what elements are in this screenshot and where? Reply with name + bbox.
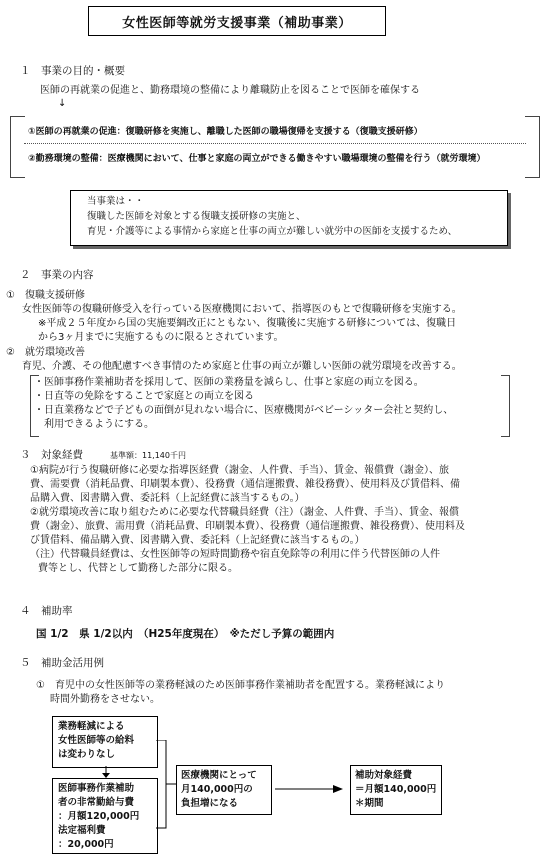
section-4-heading: ４ 補助率: [20, 605, 73, 617]
bracket-connector: [156, 740, 178, 830]
burden-box: [176, 765, 272, 815]
box-line: 女性医師等の給料: [58, 735, 135, 746]
box-line: ：月額120,000円: [58, 811, 140, 822]
text-line: 女性医師等の復職研修受入を行っている医療機関において、指導医のもとで復職研修を実施する。: [22, 304, 462, 315]
bullet-item: 利用できるようにする。: [34, 419, 154, 430]
section-5-heading: ５ 補助金活用例: [20, 657, 104, 669]
note-line: 復職した医師を対象とする復職支援研修の実施と、: [87, 211, 306, 222]
text-line: （注）代替職員経費は、女性医師等の短時間勤務や宿直免除等の利用に伴う代替医師の人件: [30, 549, 440, 560]
bullet-item: ・医師事務作業補助者を採用して、医師の業務量を減らし、仕事と家庭の両立を図る。: [34, 377, 424, 388]
text-line: 費（謝金）、旅費、需用費（消耗品費、印刷製本費）、役務費（通信運搬費、雑役務費）、使用料及: [30, 521, 465, 532]
bullet-bracket: [30, 375, 510, 435]
box-line: ：20,000円: [58, 839, 114, 850]
down-arrow-icon: ↓: [58, 98, 67, 109]
goal-item-1: ①医師の再就業の促進：復職研修を実施し、離職した医師の職場復帰を支援する（復職支援研修）: [28, 127, 423, 137]
note-line: 当事業は・・: [87, 196, 145, 207]
text-line: ※平成２５年度から国の実施要綱改正にともない、復職後に実施する研修については、復職日: [38, 318, 457, 329]
box-line: 医師事務作業補助: [58, 783, 135, 794]
page-title: 女性医師等就労支援事業（補助事業）: [88, 6, 386, 36]
base-amount: 基準額：11,140千円: [110, 451, 186, 460]
subsection-title: ① 復職支援研修: [6, 290, 85, 301]
box-line: 負担増になる: [181, 798, 239, 809]
text-line: ②就労環境改善に取り組むために必要な代替職員経費（注）（謝金、人件費、手当）、賃金、報償: [30, 507, 459, 518]
note-box: [70, 190, 508, 246]
box-line: 業務軽減による: [58, 721, 125, 732]
text-line: ①病院が行う復職研修に必要な指導医経費（謝金、人件費、手当）、賃金、報償費（謝金）、旅: [30, 465, 449, 476]
note-line: 育児・介護等による事情から家庭と仕事の両立が難しい就労中の医師を支援するため、: [87, 226, 458, 237]
box-line: 者の非常勤給与費: [58, 797, 135, 808]
box-line: ＝月額140,000円: [355, 784, 437, 795]
section-3-heading: ３ 対象経費: [20, 449, 83, 461]
section-1-lead: 医師の再就業の促進と、勤務環境の整備により離職防止を図ることで医師を確保する: [40, 85, 420, 96]
goal-item-2: ②勤務環境の整備：医療機関において、仕事と家庭の両立ができる働きやすい職場環境の整備を行う（就労環境）: [28, 154, 486, 164]
down-arrow-icon: [96, 766, 116, 778]
section-1-heading: １ 事業の目的・概要: [20, 65, 125, 77]
right-arrow-icon: [275, 782, 345, 796]
text-line: 品購入費、図書購入費、委託料（上記経費に該当するもの。）: [30, 493, 305, 504]
bullet-item: ・日直等の免除をすることで家庭との両立を図る: [34, 391, 254, 402]
subsection-title: ② 就労環境改善: [6, 347, 85, 358]
box-line: は変わりなし: [58, 749, 116, 760]
text-line: 費等とし、代替として勤務した部分に限る。: [38, 563, 238, 574]
example-line: 時間外勤務をさせない。: [50, 694, 160, 705]
assistant-cost-box: [52, 778, 158, 854]
text-line: から3ヶ月までに実施するものに限るとされています。: [38, 332, 284, 343]
box-line: 補助対象経費: [355, 770, 413, 781]
box-line: ＊期間: [355, 798, 384, 809]
box-line: 法定福利費: [58, 825, 106, 836]
text-line: び賃借料、備品購入費、図書購入費、委託料（上記経費に該当するもの。）: [30, 535, 365, 546]
example-line: ① 育児中の女性医師等の業務軽減のため医師事務作業補助者を配置する。業務軽減により: [36, 680, 445, 691]
text-line: 費、需要費（消耗品費、印刷製本費）、役務費（通信運搬費、雑役務費）、使用料及び賃借料、備: [30, 479, 460, 490]
section-2-heading: ２ 事業の内容: [20, 269, 94, 281]
goal-bracket: [10, 116, 540, 176]
box-line: 医療機関にとって: [181, 770, 257, 781]
text-line: 育児、介護、その他配慮すべき事情のため家庭と仕事の両立が難しい医師の就労環境を改善する。: [22, 361, 462, 372]
salary-box: [52, 716, 158, 768]
bullet-item: ・日直業務などで子どもの面倒が見れない場合に、医療機関がベビーシッター会社と契約し、: [34, 405, 454, 416]
subsidy-rate: 国 1/2 県 1/2以内 （H25年度現在） ※ただし予算の範囲内: [36, 628, 335, 640]
eligible-cost-box: [350, 765, 442, 815]
box-line: 月140,000円の: [181, 784, 253, 795]
